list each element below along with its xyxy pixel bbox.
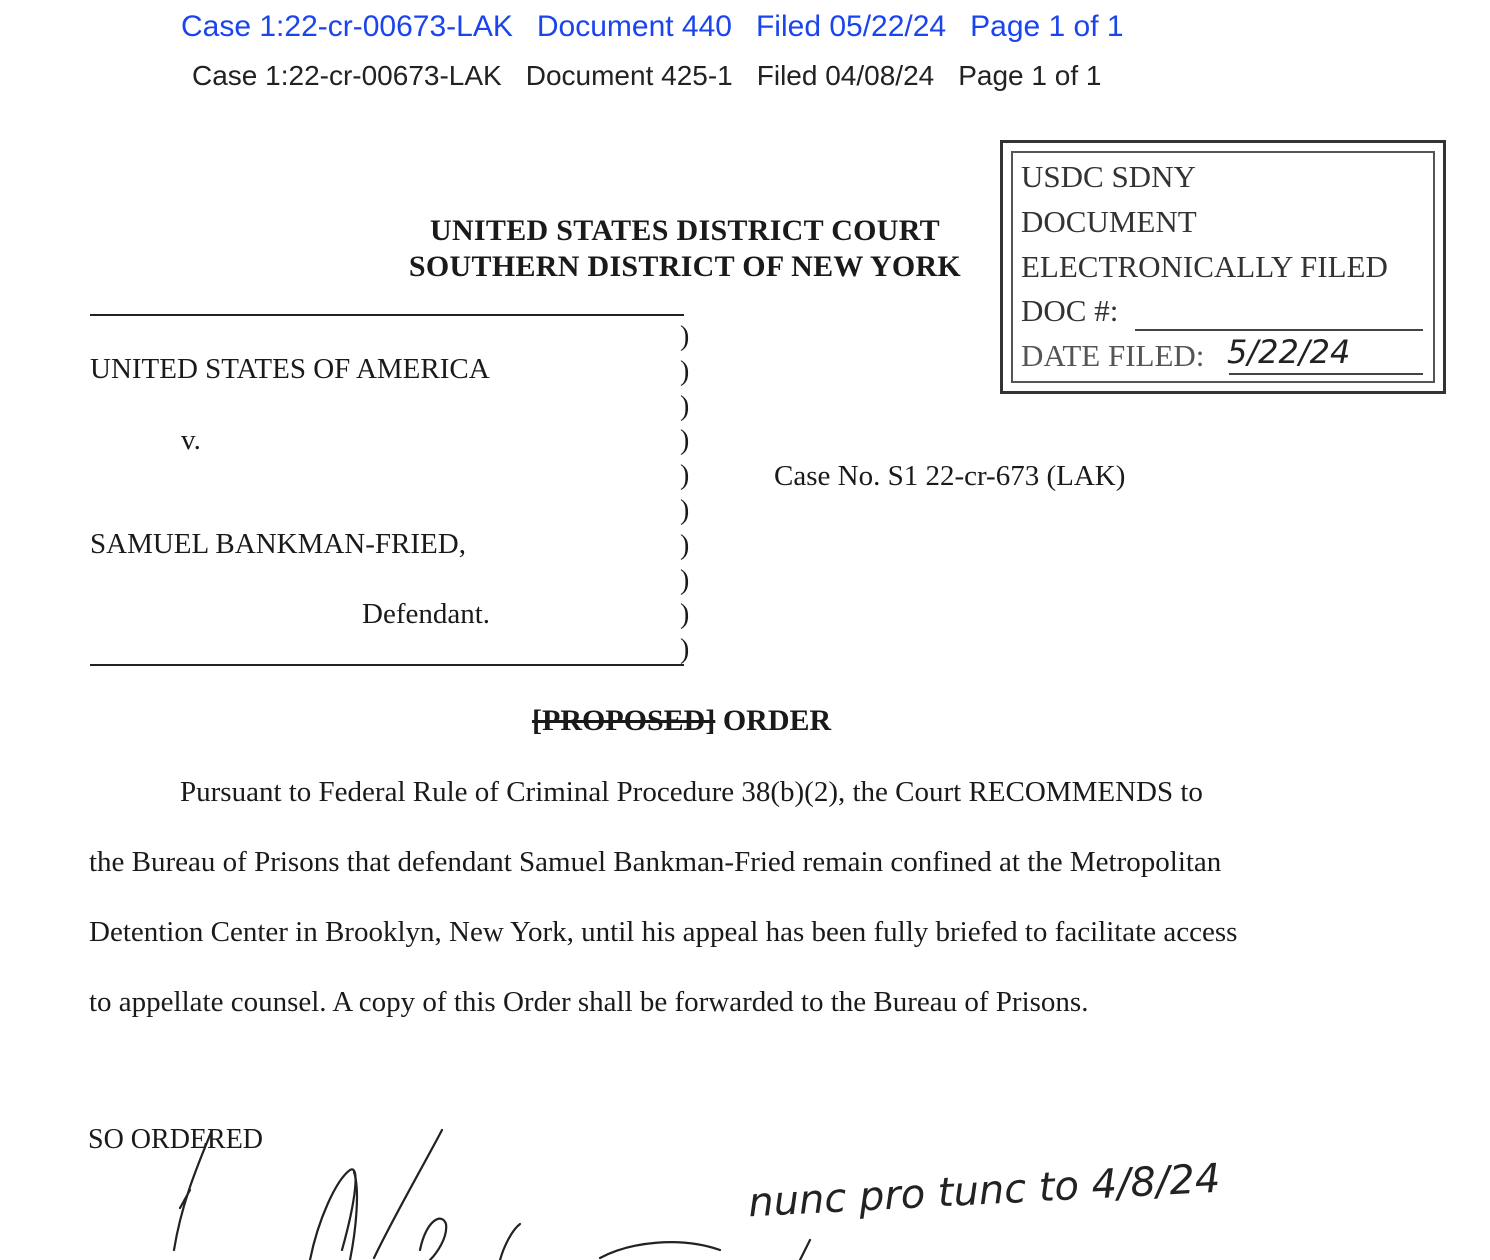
stamp-doc-blank: [1135, 329, 1423, 331]
original-document: Document 425-1: [525, 60, 733, 91]
original-case: Case 1:22-cr-00673-LAK: [192, 60, 502, 91]
order-word: ORDER: [715, 704, 832, 737]
original-header: [192, 60, 1101, 92]
judge-signature: [160, 1120, 860, 1260]
order-line-4: to appellate counsel. A copy of this Order shall be forwarded to the Bureau of Prisons.: [89, 986, 1089, 1018]
defendant-label: Defendant.: [362, 598, 491, 630]
court-line-1: UNITED STATES DISTRICT COURT: [430, 214, 940, 247]
stamp-date-value: 5/22/24: [1227, 333, 1351, 371]
stamp-line-2: DOCUMENT: [1021, 204, 1197, 239]
stamp-doc-label: DOC #:: [1021, 293, 1119, 328]
order-line-2: the Bureau of Prisons that defendant Samuel Bankman-Fried remain confined at the Metropolitan: [89, 846, 1222, 878]
defendant-name: SAMUEL BANKMAN-FRIED,: [90, 528, 466, 560]
filing-document: Document 440: [536, 10, 732, 43]
nunc-pro-tunc-annotation: nunc pro tunc to 4/8/24: [747, 1155, 1222, 1227]
versus: v.: [181, 424, 201, 456]
so-ordered: SO ORDERED: [88, 1124, 264, 1155]
filing-page: Page 1 of 1: [970, 10, 1124, 43]
filing-header: [181, 10, 1124, 44]
caption-top-rule: [90, 314, 684, 316]
court-heading: [395, 213, 975, 285]
original-page: Page 1 of 1: [958, 60, 1102, 91]
court-line-2: SOUTHERN DISTRICT OF NEW YORK: [408, 250, 962, 283]
stamp-line-3: ELECTRONICALLY FILED: [1021, 249, 1388, 284]
order-title: [532, 704, 831, 738]
filing-date: Filed 05/22/24: [755, 10, 947, 43]
case-number: Case No. S1 22-cr-673 (LAK): [774, 460, 1126, 492]
plaintiff-name: UNITED STATES OF AMERICA: [90, 353, 490, 385]
filing-case: Case 1:22-cr-00673-LAK: [181, 10, 513, 43]
stamp-date-label: DATE FILED:: [1021, 338, 1205, 373]
order-line-3: Detention Center in Brooklyn, New York, until his appeal has been fully briefed to facilitate access: [89, 916, 1238, 948]
caption-parentheses: ) ) ) ) ) ) ) ) ) ): [680, 321, 690, 666]
stamp-date-blank: [1229, 373, 1423, 375]
caption-bottom-rule: [90, 664, 684, 666]
order-line-1: Pursuant to Federal Rule of Criminal Procedure 38(b)(2), the Court RECOMMENDS to: [180, 776, 1203, 808]
original-date: Filed 04/08/24: [756, 60, 935, 91]
filing-stamp: [1000, 140, 1446, 394]
stamp-line-1: USDC SDNY: [1021, 159, 1196, 194]
proposed-struck: [PROPOSED]: [532, 704, 716, 737]
